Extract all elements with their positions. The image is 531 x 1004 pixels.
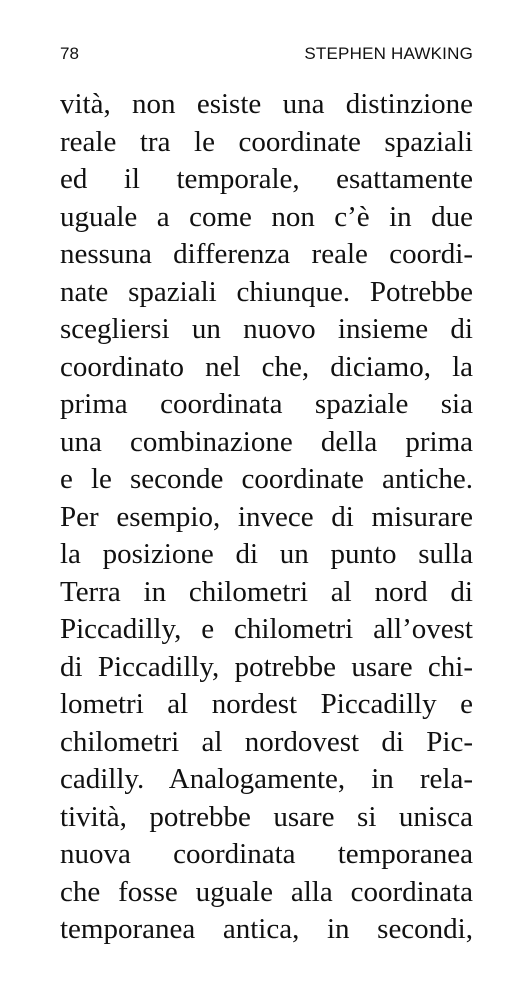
text-line: prima coordinata spaziale sia xyxy=(60,388,473,420)
text-line: di Piccadilly, potrebbe usare chi- xyxy=(60,650,473,683)
text-line: uguale a come non c’è in due xyxy=(60,200,473,233)
text-line: una combinazione della prima xyxy=(60,425,473,458)
text-line: e le seconde coordinate antiche. xyxy=(60,463,473,495)
text-line: nuova coordinata temporanea xyxy=(60,838,473,870)
text-line: vità, non esiste una distinzione xyxy=(60,88,473,120)
text-line: coordinato nel che, diciamo, la xyxy=(60,350,473,383)
running-title: STEPHEN HAWKING xyxy=(304,44,473,63)
text-line: Terra in chilometri al nord di xyxy=(60,575,473,608)
text-line: che fosse uguale alla coordinata xyxy=(60,875,473,908)
text-line: la posizione di un punto sulla xyxy=(60,538,473,570)
text-line: scegliersi un nuovo insieme di xyxy=(60,313,473,345)
text-line: reale tra le coordinate spaziali xyxy=(60,125,473,158)
text-line: nate spaziali chiunque. Potrebbe xyxy=(60,275,473,308)
running-header xyxy=(60,42,473,66)
text-line: tività, potrebbe usare si unisca xyxy=(60,800,473,833)
text-line: ed il temporale, esattamente xyxy=(60,163,473,195)
text-line: cadilly. Analogamente, in rela- xyxy=(60,763,473,795)
text-line: Per esempio, invece di misurare xyxy=(60,500,473,533)
text-line: chilometri al nordovest di Pic- xyxy=(60,725,473,758)
text-line: temporanea antica, in secondi, xyxy=(60,913,473,945)
page-number: 78 xyxy=(60,44,79,63)
text-line: lometri al nordest Piccadilly e xyxy=(60,688,473,720)
text-line: nessuna differenza reale coordi- xyxy=(60,238,473,270)
text-line: Piccadilly, e chilometri all’ovest xyxy=(60,613,473,645)
body-paragraph xyxy=(60,86,473,949)
